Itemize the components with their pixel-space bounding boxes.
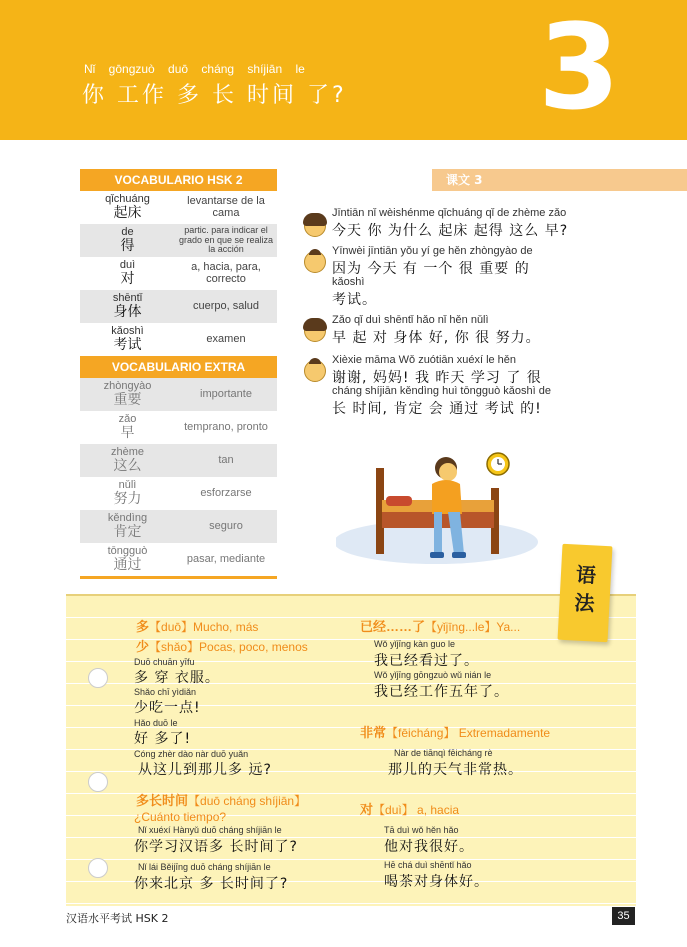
- vocab-pinyin: nǔlì: [118, 479, 137, 492]
- vocab-pinyin: kěndìng: [107, 512, 148, 525]
- example-hanzi: 那儿的天气非常热。: [388, 762, 523, 778]
- boy-on-bed-illustration: [336, 450, 546, 570]
- vocab-hanzi: 努力: [113, 490, 142, 507]
- pillow: [386, 496, 412, 506]
- vocab-row: [80, 378, 277, 411]
- vocab-row: [80, 257, 277, 290]
- example-hanzi: 我已经看过了。: [374, 653, 479, 669]
- example-hanzi: 好 多了!: [134, 731, 192, 747]
- vocab-hsk2-heading: VOCABULARIO HSK 2: [80, 169, 277, 191]
- dialogue-hanzi: 长 时间, 肯定 会 通过 考试 的!: [332, 401, 542, 417]
- grammar-meaning: 【fēicháng】 Extremadamente: [386, 726, 551, 740]
- example-pinyin: Nǐ xuéxí Hànyǔ duō cháng shíjiān le: [138, 825, 282, 835]
- example-pinyin: Hǎo duō le: [134, 718, 178, 728]
- binder-hole: [88, 858, 108, 878]
- grammar-word: 少: [136, 639, 150, 654]
- vocab-divider: [80, 576, 277, 579]
- dialogue-pinyin: Jīntiān nǐ wèishénme qǐchuáng qǐ de zhème zǎo: [332, 207, 567, 219]
- vocab-row: [80, 411, 277, 444]
- grammar-title-dui: [360, 799, 459, 818]
- vocab-row: [80, 510, 277, 543]
- example-hanzi: 我已经工作五年了。: [374, 684, 509, 700]
- vocab-pinyin: de: [121, 226, 134, 239]
- grammar-word: 多: [136, 619, 150, 634]
- grammar-note-char: 语: [575, 562, 597, 588]
- vocab-row: [80, 224, 277, 257]
- vocab-meaning: esforzarse: [200, 486, 252, 499]
- vocab-meaning: seguro: [209, 519, 243, 532]
- example-hanzi: 从这儿到那儿多 远?: [138, 762, 272, 778]
- son-face-icon: [304, 251, 326, 273]
- vocab-hanzi: 身体: [113, 303, 142, 320]
- binder-hole: [88, 668, 108, 688]
- grammar-sticky-note: [558, 544, 613, 642]
- vocab-hanzi: 考试: [113, 336, 142, 353]
- vocab-row: [80, 191, 277, 224]
- vocab-meaning: a, hacia, para, correcto: [191, 260, 261, 285]
- vocab-pinyin: tōngguò: [107, 545, 148, 558]
- vocab-meaning: partic. para indicar el grado en que se realiza la acción: [178, 225, 274, 255]
- footer-text: 汉语水平考试 HSK 2: [66, 912, 169, 925]
- example-hanzi: 他对我很好。: [384, 839, 474, 855]
- vocab-meaning: cuerpo, salud: [192, 299, 260, 312]
- vocab-pinyin: kǎoshì: [111, 325, 144, 338]
- example-pinyin: Duō chuān yīfu: [134, 657, 195, 667]
- grammar-meaning: 【duō】Mucho, más: [149, 620, 259, 634]
- vocab-hanzi: 重要: [113, 391, 142, 408]
- dialogue-pinyin: Zǎo qǐ duì shēntǐ hǎo nǐ hěn nǔlì: [332, 314, 489, 326]
- example-pinyin: Tā duì wǒ hěn hǎo: [384, 825, 459, 835]
- vocab-row: [80, 290, 277, 323]
- binder-hole: [88, 772, 108, 792]
- example-hanzi: 你来北京 多 长时间了?: [134, 876, 289, 892]
- vocab-pinyin: zhème: [110, 446, 145, 459]
- vocab-meaning: tan: [218, 453, 234, 466]
- vocab-hanzi: 这么: [113, 457, 142, 474]
- dialogue-hanzi: 因为 今天 有 一个 很 重要 的: [332, 261, 530, 277]
- vocab-meaning: temprano, pronto: [184, 420, 268, 433]
- example-pinyin: Shǎo chī yìdiǎn: [134, 687, 197, 697]
- dialogue-hanzi: 谢谢, 妈妈! 我 昨天 学习 了 很: [332, 370, 542, 386]
- example-pinyin: Nàr de tiānqì fēicháng rè: [394, 748, 493, 758]
- grammar-title-yijing: [360, 616, 520, 635]
- grammar-title-duo: [136, 616, 258, 635]
- grammar-word: 多长时间: [136, 793, 189, 808]
- example-hanzi: 喝茶对身体好。: [384, 874, 489, 890]
- vocab-row: [80, 477, 277, 510]
- vocab-hanzi: 起床: [113, 204, 142, 221]
- grammar-title-shao: [136, 636, 308, 655]
- example-hanzi: 你学习汉语多 长时间了?: [134, 839, 298, 855]
- vocab-hanzi: 通过: [113, 556, 142, 573]
- vocab-pinyin: zǎo: [118, 413, 137, 426]
- grammar-word: 对: [360, 802, 374, 817]
- vocab-hanzi: 早: [120, 424, 135, 441]
- grammar-word: 非常: [360, 725, 387, 740]
- vocab-meaning: examen: [206, 332, 246, 345]
- grammar-meaning: ¿Cuánto tiempo?: [134, 810, 227, 824]
- vocab-hanzi: 得: [120, 237, 135, 254]
- vocab-meaning: levantarse de la cama: [187, 194, 265, 219]
- boy-leg-left: [434, 512, 442, 554]
- vocab-meaning: pasar, mediante: [186, 552, 266, 565]
- dialogue-pinyin: Yīnwèi jīntiān yǒu yí ge hěn zhòngyào de: [332, 245, 533, 257]
- grammar-meaning: 【yǐjīng...le】Ya...: [425, 620, 521, 634]
- son-face-icon: [304, 360, 326, 382]
- boy-shoe: [430, 552, 444, 558]
- text-section-tab: 课文 3: [432, 169, 687, 191]
- vocab-hanzi: 对: [120, 270, 135, 287]
- vocab-row: [80, 543, 277, 576]
- title-pinyin: Nǐ gōngzuò duō cháng shíjiān le: [84, 62, 305, 76]
- dialogue-hanzi: 今天 你 为什么 起床 起得 这么 早?: [332, 223, 569, 239]
- dialogue-pinyin: cháng shíjiān kěndìng huì tōngguò kǎoshì de: [332, 385, 551, 397]
- vocab-pinyin: duì: [119, 259, 136, 272]
- vocab-row: [80, 444, 277, 477]
- grammar-word: 已经……了: [360, 619, 426, 634]
- vocab-pinyin: shēntǐ: [112, 292, 143, 305]
- vocab-extra-heading: VOCABULARIO EXTRA: [80, 356, 277, 378]
- boy-shirt: [432, 480, 462, 514]
- vocab-pinyin: zhòngyào: [103, 380, 152, 393]
- page-number: 35: [612, 907, 635, 925]
- vocab-hanzi: 肯定: [113, 523, 142, 540]
- example-pinyin: Nǐ lái Běijīng duō cháng shíjiān le: [138, 862, 271, 872]
- example-pinyin: Wǒ yǐjīng kàn guo le: [374, 639, 456, 649]
- dialogue-hanzi: 考试。: [332, 292, 377, 308]
- grammar-note-char: 法: [573, 590, 596, 616]
- grammar-meaning: 【duì】 a, hacia: [373, 803, 460, 817]
- example-hanzi: 多 穿 衣服。: [134, 670, 220, 686]
- grammar-meaning: 【shǎo】Pocas, poco, menos: [149, 640, 308, 654]
- vocab-hsk2-table: [80, 169, 277, 356]
- grammar-title-feichang: [360, 722, 550, 741]
- example-pinyin: Wǒ yǐjīng gōngzuò wǔ nián le: [374, 670, 492, 680]
- vocab-extra-table: [80, 356, 277, 579]
- mom-face-icon: [304, 320, 326, 342]
- example-hanzi: 少吃一点!: [134, 700, 201, 716]
- grammar-notebook: [66, 594, 636, 906]
- example-pinyin: Hē chá duì shēntǐ hǎo: [384, 860, 472, 870]
- boy-face: [439, 463, 457, 481]
- vocab-row: [80, 323, 277, 356]
- page-title: 你 工作 多 长 时间 了?: [82, 83, 347, 108]
- dialogue-pinyin: Xièxie māma Wǒ zuótiān xuéxí le hěn: [332, 354, 517, 366]
- vocab-meaning: importante: [200, 387, 252, 400]
- dialogue-hanzi: 早 起 对 身体 好, 你 很 努力。: [332, 330, 541, 346]
- vocab-pinyin: qǐchuáng: [105, 193, 150, 206]
- boy-shoe: [452, 552, 466, 558]
- grammar-meaning: 【duō cháng shíjiān】: [188, 794, 307, 808]
- mom-face-icon: [304, 215, 326, 237]
- dialogue-pinyin: kǎoshì: [332, 276, 365, 288]
- grammar-title-duochang: [136, 790, 306, 809]
- lesson-number: 3: [538, 0, 621, 136]
- example-pinyin: Cóng zhèr dào nàr duō yuǎn: [134, 749, 249, 759]
